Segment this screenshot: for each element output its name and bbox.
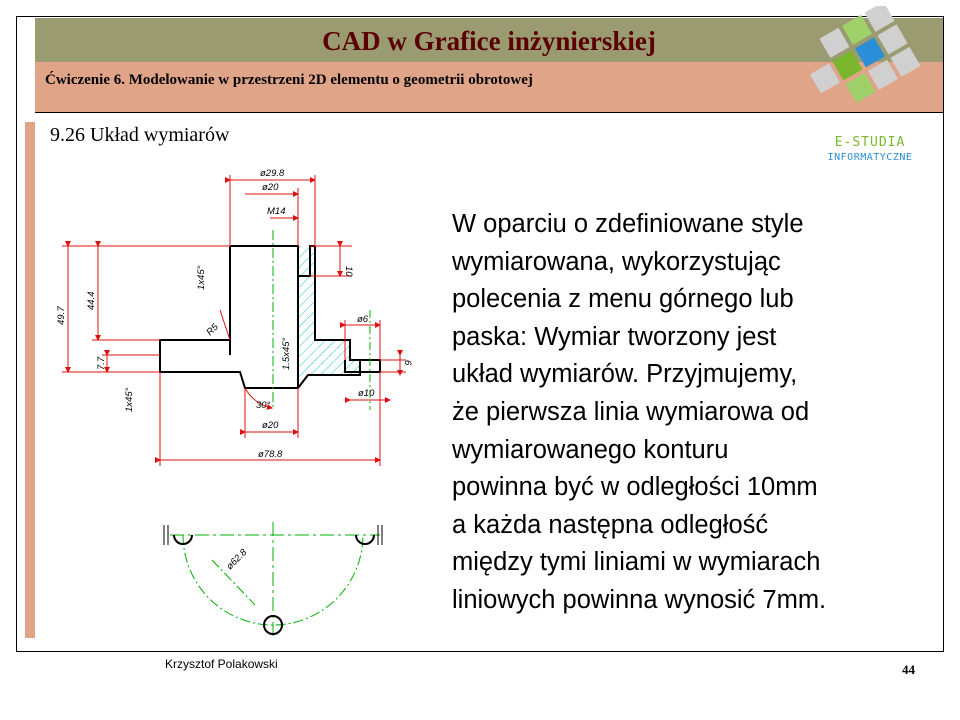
logo-text-informatyczne: INFORMATYCZNE [827,152,913,163]
dim-angle-30: 30° [256,400,271,411]
dim-h44-4: 44.4 [86,291,97,310]
dim-d6: ø6 [357,314,369,325]
dim-h6: 6 [402,360,413,366]
footer-author: Krzysztof Polakowski [165,657,278,671]
dim-chamfer-bottom: 1x45° [124,387,135,412]
dim-d62-8: ø62.8 [224,547,250,573]
logo-text-estudia: E-STUDIA [834,135,906,150]
body-line: między tymi liniami w wymiarach [452,548,821,577]
dim-d20-bottom: ø20 [262,420,279,431]
e-studia-logo-icon [800,6,950,116]
page-number: 44 [902,662,915,677]
body-line: a każda następna odległość [452,510,769,539]
body-line: paska: Wymiar tworzony jest [452,322,777,351]
dim-m14: M14 [267,206,286,217]
dim-chamfer-mid: 1.5x45° [281,337,292,370]
dim-h10: 10 [343,266,354,277]
slide-subtitle: Ćwiczenie 6. Modelowanie w przestrzeni 2D elementu o geometrii obrotowej [45,72,533,88]
dim-d20-top: ø20 [262,182,279,193]
body-line: wymiarowana, wykorzystując [452,247,781,276]
body-line: wymiarowanego konturu [452,435,729,464]
section-heading: 9.26 Układ wymiarów [50,124,230,146]
dim-d10: ø10 [358,388,375,399]
slide-title: CAD w Grafice inżynierskiej [322,26,656,56]
dim-h49-7: 49.7 [56,306,67,325]
body-line: że pierwsza linia wymiarowa od [452,397,810,426]
dim-chamfer-top: 1x45° [196,265,207,290]
dim-r5: R5 [204,321,221,339]
plan-view [164,522,382,638]
body-line: liniowych powinna wynosić 7mm. [452,585,827,614]
dim-d29-8: ø29.8 [260,168,285,179]
body-line: powinna być w odległości 10mm [452,473,818,502]
technical-drawing [40,160,425,638]
body-paragraph [452,206,932,620]
body-line: polecenia z menu górnego lub [452,285,794,314]
left-accent-bar [25,122,35,638]
body-line: układ wymiarów. Przyjmujemy, [452,360,798,389]
dim-h7-7: 7.7 [96,356,107,370]
body-line: W oparciu o zdefiniowane style [452,210,804,238]
dim-d78-8: ø78.8 [258,449,283,460]
